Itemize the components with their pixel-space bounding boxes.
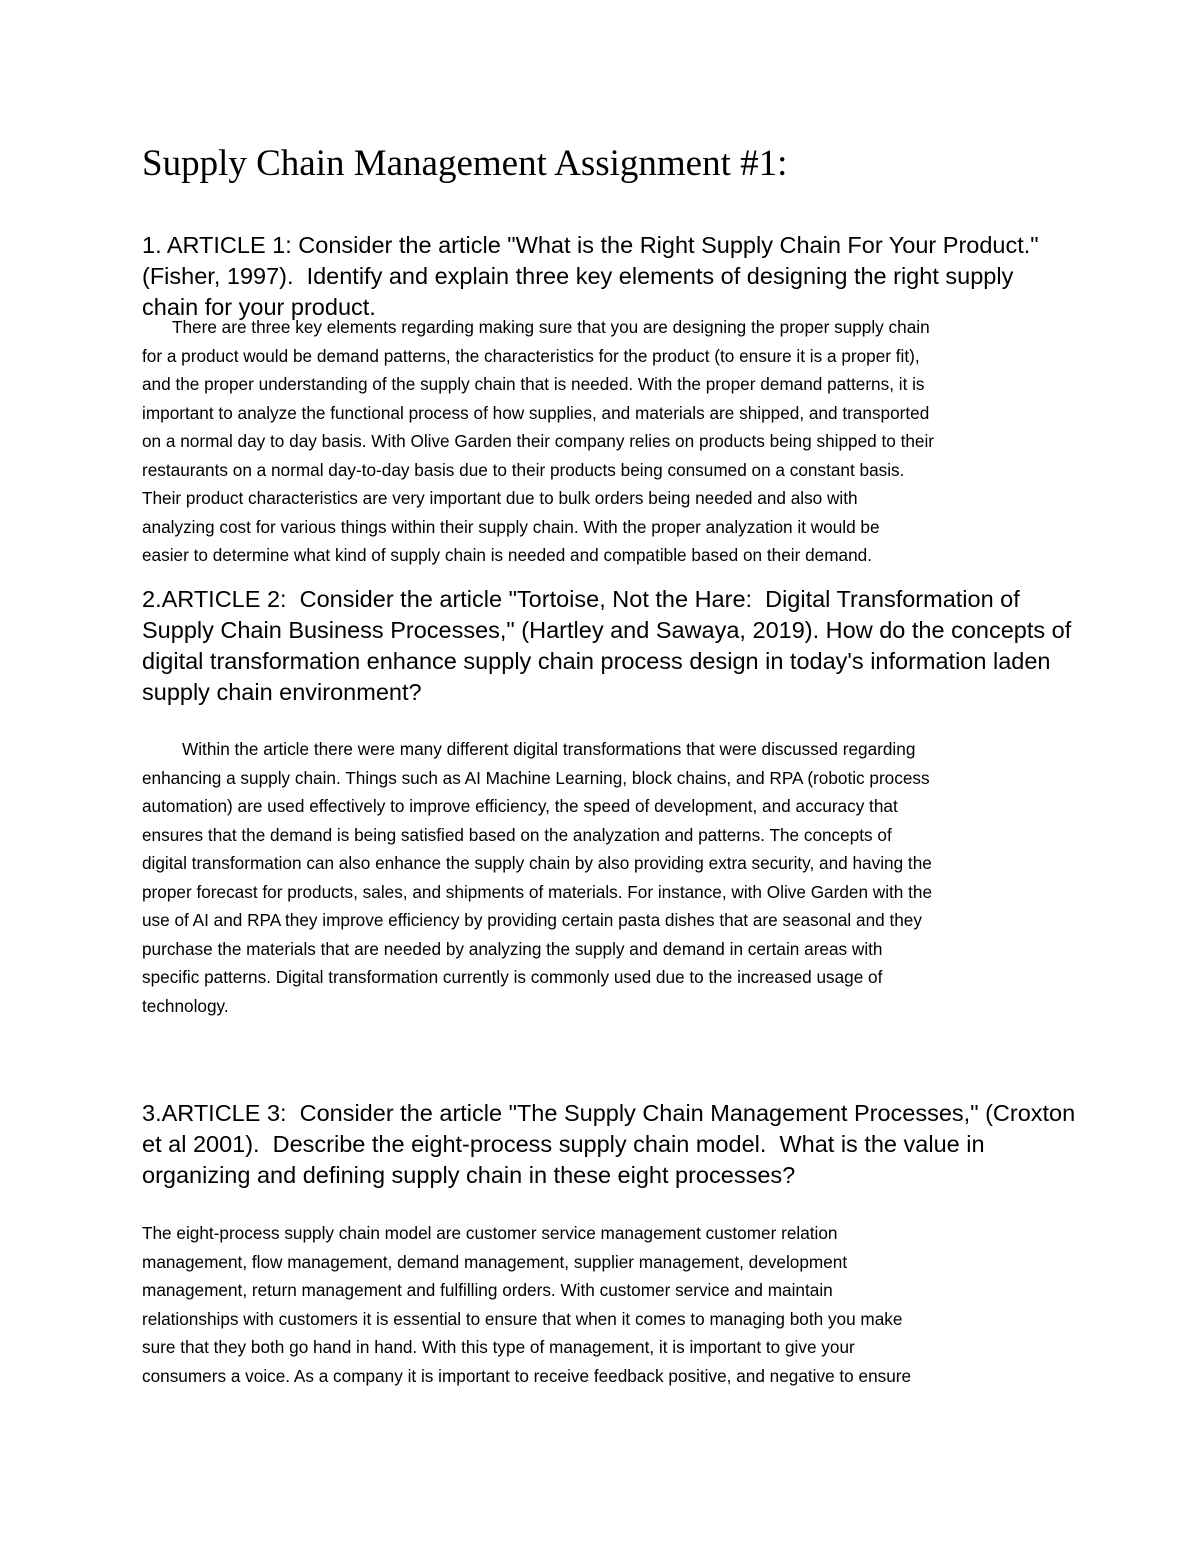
answer-1-line: Their product characteristics are very important due to bulk orders being needed and also with bbox=[142, 488, 858, 508]
question-3-line-2: et al 2001). Describe the eight-process supply chain model. What is the value in bbox=[142, 1131, 985, 1157]
answer-2-line: Within the article there were many different digital transformations that were discussed regarding bbox=[182, 739, 916, 759]
answer-2-line: use of AI and RPA they improve efficiency by providing certain pasta dishes that are seasonal and they bbox=[142, 910, 922, 930]
question-3 bbox=[142, 1098, 1076, 1191]
question-3-line-3: organizing and defining supply chain in these eight processes? bbox=[142, 1162, 796, 1188]
answer-2 bbox=[142, 735, 1062, 1020]
question-2-line-2: Supply Chain Business Processes," (Hartley and Sawaya, 2019). How do the concepts of bbox=[142, 617, 1072, 643]
answer-2-line: specific patterns. Digital transformation currently is commonly used due to the increased usage of bbox=[142, 967, 883, 987]
answer-1 bbox=[142, 313, 1062, 570]
question-2-line-3: digital transformation enhance supply chain process design in today's information laden bbox=[142, 648, 1051, 674]
question-1-line-2: (Fisher, 1997). Identify and explain three key elements of designing the right supply bbox=[142, 263, 1014, 289]
question-2 bbox=[142, 584, 1072, 708]
answer-3-line: The eight-process supply chain model are customer service management customer relation bbox=[142, 1223, 838, 1243]
answer-3-line: relationships with customers it is essential to ensure that when it comes to managing both you make bbox=[142, 1308, 903, 1329]
question-1 bbox=[142, 230, 1062, 323]
answer-2-line: proper forecast for products, sales, and shipments of materials. For instance, with Olive Garden with the bbox=[142, 881, 933, 902]
answer-2-line: ensures that the demand is being satisfied based on the analyzation and patterns. The concepts of bbox=[142, 824, 892, 845]
answer-3-line: management, return management and fulfilling orders. With customer service and maintain bbox=[142, 1280, 833, 1300]
answer-1-line: for a product would be demand patterns, the characteristics for the product (to ensure it is a proper fit), bbox=[142, 345, 920, 366]
answer-1-line: easier to determine what kind of supply chain is needed and compatible based on their demand. bbox=[142, 545, 872, 565]
answer-3 bbox=[142, 1219, 1062, 1390]
answer-1-line: on a normal day to day basis. With Olive Garden their company relies on products being shipped to their bbox=[142, 431, 935, 451]
answer-1-line: restaurants on a normal day-to-day basis due to their products being consumed on a constant basis. bbox=[142, 459, 905, 480]
answer-2-line: enhancing a supply chain. Things such as AI Machine Learning, block chains, and RPA (robotic process bbox=[142, 767, 930, 788]
answer-3-line: management, flow management, demand management, supplier management, development bbox=[142, 1251, 848, 1272]
answer-3-line: consumers a voice. As a company it is important to receive feedback positive, and negative to ensure bbox=[142, 1365, 912, 1386]
answer-1-line: important to analyze the functional process of how supplies, and materials are shipped, and transported bbox=[142, 402, 930, 423]
answer-1-line: There are three key elements regarding making sure that you are designing the proper supply chain bbox=[172, 317, 930, 337]
question-2-line-1: 2.ARTICLE 2: Consider the article "Tortoise, Not the Hare: Digital Transformation of bbox=[142, 586, 1020, 612]
answer-1-line: analyzing cost for various things within their supply chain. With the proper analyzation it would be bbox=[142, 516, 880, 537]
answer-2-line: technology. bbox=[142, 995, 229, 1016]
question-3-line-1: 3.ARTICLE 3: Consider the article "The Supply Chain Management Processes," (Croxton bbox=[142, 1100, 1076, 1126]
answer-3-line: sure that they both go hand in hand. With this type of management, it is important to give your bbox=[142, 1337, 855, 1357]
question-1-line-1: 1. ARTICLE 1: Consider the article "What is the Right Supply Chain For Your Product." bbox=[142, 232, 1039, 258]
answer-1-line: and the proper understanding of the supply chain that is needed. With the proper demand patterns, it is bbox=[142, 374, 925, 394]
answer-2-line: automation) are used effectively to improve efficiency, the speed of development, and accuracy that bbox=[142, 796, 898, 816]
answer-2-line: digital transformation can also enhance the supply chain by also providing extra security, and having the bbox=[142, 853, 932, 873]
question-1-line-3: chain for your product. bbox=[142, 294, 376, 320]
answer-2-line: purchase the materials that are needed by analyzing the supply and demand in certain areas with bbox=[142, 938, 883, 959]
question-2-line-4: supply chain environment? bbox=[142, 679, 422, 705]
document-title: Supply Chain Management Assignment #1: bbox=[142, 143, 788, 184]
